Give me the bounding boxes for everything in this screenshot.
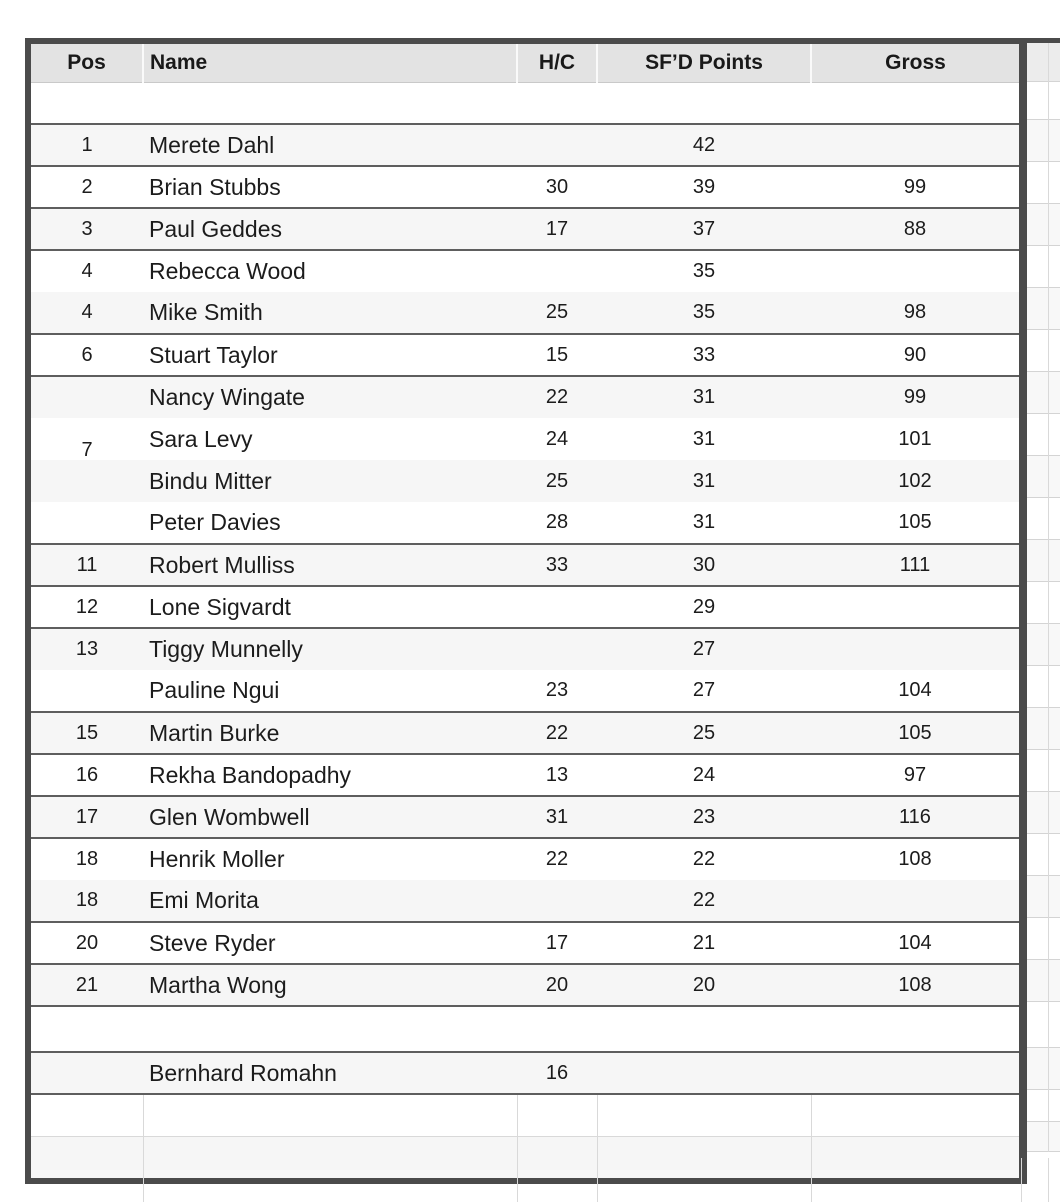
cell-hc[interactable] <box>517 838 597 880</box>
cell-value: 39 <box>692 175 716 198</box>
cell-value: Steve Ryder <box>149 929 276 956</box>
cell-pos[interactable] <box>31 964 143 1006</box>
adjacent-column-cell <box>1027 120 1060 162</box>
cell-hc[interactable] <box>517 544 597 586</box>
cell-value: 18 <box>75 889 99 911</box>
cell-value: 13 <box>545 763 569 786</box>
cell-value: 90 <box>903 343 927 366</box>
cell-value: Mike Smith <box>149 299 263 325</box>
cell-hc[interactable] <box>517 880 597 922</box>
cell-pos[interactable] <box>31 1052 143 1094</box>
cell-value: 15 <box>75 721 99 744</box>
cell-name[interactable] <box>143 838 517 880</box>
cell-name[interactable] <box>143 334 517 376</box>
cell-points[interactable] <box>597 628 811 670</box>
cell-value: 104 <box>898 931 932 954</box>
cell-pos[interactable] <box>31 334 143 376</box>
below-table-gridline <box>597 1158 598 1202</box>
cell-value: Henrik Moller <box>149 846 285 872</box>
cell-gross[interactable] <box>811 964 1019 1006</box>
cell-points[interactable] <box>597 964 811 1006</box>
cell-value: 31 <box>692 469 716 492</box>
cell-value: 17 <box>75 805 99 828</box>
table-row <box>31 250 1019 292</box>
cell-pos[interactable] <box>31 418 143 460</box>
adjacent-column-cell <box>1027 456 1060 498</box>
cell-gross[interactable] <box>811 880 1019 922</box>
cell-gross[interactable] <box>811 796 1019 838</box>
cell-name[interactable] <box>143 418 517 460</box>
cell-name[interactable] <box>143 880 517 922</box>
cell-value: 105 <box>898 511 932 533</box>
cell-value: 37 <box>692 217 716 240</box>
cell-value: 22 <box>692 889 716 911</box>
results-table <box>31 44 1019 1178</box>
cell-value: 22 <box>545 848 569 870</box>
cell-hc[interactable] <box>517 376 597 418</box>
cell-value: Emi Morita <box>149 887 259 913</box>
cell-value: 6 <box>81 343 93 366</box>
cell-name[interactable] <box>143 1052 517 1094</box>
cell-value: 15 <box>545 343 569 366</box>
adjacent-column-cell <box>1027 1122 1060 1152</box>
table-row <box>31 292 1019 334</box>
cell-value: 30 <box>545 175 569 198</box>
cell-value: 33 <box>545 553 569 576</box>
cell-hc[interactable] <box>517 922 597 964</box>
cell-name[interactable] <box>143 166 517 208</box>
cell-value: 99 <box>903 175 927 198</box>
cell-name[interactable] <box>143 82 517 124</box>
cell-pos[interactable] <box>31 712 143 754</box>
cell-gross[interactable] <box>811 628 1019 670</box>
cell-value: 25 <box>545 301 569 323</box>
cell-value: 35 <box>692 260 716 282</box>
cell-name[interactable] <box>143 754 517 796</box>
cell-value: Merete Dahl <box>149 131 275 158</box>
cell-value: 102 <box>898 469 932 492</box>
cell-value: Rekha Bandopadhy <box>149 761 352 788</box>
table-row <box>31 838 1019 880</box>
cell-pos[interactable] <box>31 292 143 334</box>
adjacent-column-cell <box>1027 834 1060 876</box>
cell-value: 20 <box>692 973 716 996</box>
cell-value: Martha Wong <box>149 971 287 998</box>
table-row <box>31 922 1019 964</box>
cell-points[interactable] <box>597 460 811 502</box>
cell-name[interactable] <box>143 250 517 292</box>
cell-points[interactable] <box>597 418 811 460</box>
cell-value: 17 <box>545 931 569 954</box>
cell-points[interactable] <box>597 1094 811 1136</box>
cell-value: 31 <box>692 386 716 408</box>
table-row <box>31 670 1019 712</box>
cell-value: 18 <box>75 848 99 870</box>
adjacent-column-cell <box>1027 1002 1060 1048</box>
table-row <box>31 208 1019 250</box>
cell-hc[interactable] <box>517 670 597 712</box>
empty-row <box>31 1094 1019 1136</box>
spacer-row <box>31 1006 1019 1052</box>
empty-row <box>31 1136 1019 1178</box>
cell-gross[interactable] <box>811 502 1019 544</box>
adjacent-column-cell <box>1027 1090 1060 1122</box>
cell-name[interactable] <box>143 292 517 334</box>
cell-hc[interactable] <box>517 124 597 166</box>
adjacent-column-cell <box>1027 414 1060 456</box>
cell-gross[interactable] <box>811 334 1019 376</box>
cell-points[interactable] <box>597 376 811 418</box>
cell-value: Stuart Taylor <box>149 341 278 368</box>
cell-value: 111 <box>899 553 931 576</box>
cell-value: 98 <box>903 301 927 323</box>
cell-name[interactable] <box>143 460 517 502</box>
cell-value: Tiggy Munnelly <box>149 636 303 662</box>
cell-pos[interactable] <box>31 628 143 670</box>
cell-hc[interactable] <box>517 1136 597 1178</box>
below-table-gridline <box>811 1158 812 1202</box>
cell-value: 20 <box>75 931 99 954</box>
cell-value: 24 <box>692 763 716 786</box>
cell-gross[interactable] <box>811 82 1019 124</box>
adjacent-column-cell <box>1027 330 1060 372</box>
table-body <box>31 82 1019 1178</box>
table-row <box>31 334 1019 376</box>
cell-points[interactable] <box>597 712 811 754</box>
cell-points[interactable] <box>597 1052 811 1094</box>
cell-gross[interactable] <box>811 922 1019 964</box>
table-row <box>31 1052 1019 1094</box>
cell-value: 116 <box>899 805 931 828</box>
spacer-row <box>31 82 1019 124</box>
cell-gross[interactable] <box>811 838 1019 880</box>
cell-value: Robert Mulliss <box>149 551 295 578</box>
cell-points[interactable] <box>597 544 811 586</box>
cell-pos[interactable] <box>31 376 143 418</box>
cell-value: 104 <box>898 679 932 701</box>
cell-gross[interactable] <box>811 1006 1019 1052</box>
cell-hc[interactable] <box>517 628 597 670</box>
cell-value: Lone Sigvardt <box>149 593 291 620</box>
column-header-pos[interactable]: Pos <box>31 44 143 82</box>
cell-value: Pauline Ngui <box>149 677 280 703</box>
header-row <box>31 44 1019 82</box>
cell-pos[interactable] <box>31 754 143 796</box>
below-table-gridline <box>143 1158 144 1202</box>
cell-value: 11 <box>76 553 98 576</box>
cell-points[interactable] <box>597 124 811 166</box>
cell-gross[interactable] <box>811 250 1019 292</box>
cell-gross[interactable] <box>811 1136 1019 1178</box>
adjacent-column-header-cell <box>1027 43 1060 82</box>
cell-pos[interactable] <box>31 796 143 838</box>
cell-value: 25 <box>545 469 569 492</box>
cell-gross[interactable] <box>811 418 1019 460</box>
cell-points[interactable] <box>597 880 811 922</box>
column-header-gross[interactable]: Gross <box>811 44 1019 82</box>
cell-name[interactable] <box>143 922 517 964</box>
cell-name[interactable] <box>143 796 517 838</box>
results-table-frame <box>25 38 1027 1184</box>
cell-pos[interactable] <box>31 208 143 250</box>
cell-value: 4 <box>81 301 93 323</box>
cell-value: 105 <box>898 721 932 744</box>
cell-value: 13 <box>75 638 99 660</box>
cell-value: 31 <box>545 805 569 828</box>
cell-pos[interactable] <box>31 838 143 880</box>
adjacent-column-cell <box>1027 540 1060 582</box>
cell-value: Bindu Mitter <box>149 467 272 494</box>
cell-value: 16 <box>545 1061 569 1084</box>
cell-hc[interactable] <box>517 292 597 334</box>
cell-value: Rebecca Wood <box>149 258 306 284</box>
cell-value: 21 <box>75 973 99 996</box>
adjacent-column-cell <box>1027 372 1060 414</box>
cell-pos[interactable] <box>31 82 143 124</box>
cell-value: 35 <box>692 301 716 323</box>
cell-points[interactable] <box>597 250 811 292</box>
adjacent-column-cell <box>1027 582 1060 624</box>
cell-points[interactable] <box>597 838 811 880</box>
column-header-hc[interactable]: H/C <box>517 44 597 82</box>
cell-points[interactable] <box>597 754 811 796</box>
cell-gross[interactable] <box>811 1052 1019 1094</box>
cell-points[interactable] <box>597 670 811 712</box>
cell-value: Nancy Wingate <box>149 384 305 410</box>
below-table-gridline <box>1048 1158 1049 1202</box>
adjacent-column-cell <box>1027 708 1060 750</box>
adjacent-column-cell <box>1027 792 1060 834</box>
cell-name[interactable] <box>143 964 517 1006</box>
cell-gross[interactable] <box>811 544 1019 586</box>
cell-name[interactable] <box>143 208 517 250</box>
cell-pos[interactable] <box>31 922 143 964</box>
table-row <box>31 796 1019 838</box>
adjacent-column-cell <box>1027 666 1060 708</box>
cell-hc[interactable] <box>517 166 597 208</box>
cell-points[interactable] <box>597 208 811 250</box>
cell-pos[interactable] <box>31 502 143 544</box>
cell-points[interactable] <box>597 922 811 964</box>
cell-value: Peter Davies <box>149 509 281 535</box>
cell-hc[interactable] <box>517 460 597 502</box>
table-row <box>31 166 1019 208</box>
cell-name[interactable] <box>143 376 517 418</box>
adjacent-column-cell <box>1027 624 1060 666</box>
cell-value: 88 <box>903 217 927 240</box>
cell-value: Martin Burke <box>149 719 280 746</box>
cell-points[interactable] <box>597 1006 811 1052</box>
adjacent-column-cell <box>1027 876 1060 918</box>
cell-pos[interactable] <box>31 586 143 628</box>
column-header-points[interactable]: SF’D Points <box>597 44 811 82</box>
cell-pos[interactable] <box>31 250 143 292</box>
cell-pos[interactable] <box>31 1136 143 1178</box>
adjacent-column-strip <box>1027 43 1060 1152</box>
cell-name[interactable] <box>143 628 517 670</box>
cell-points[interactable] <box>597 166 811 208</box>
cell-gross[interactable] <box>811 460 1019 502</box>
cell-name[interactable] <box>143 712 517 754</box>
cell-name[interactable] <box>143 502 517 544</box>
adjacent-column-cell <box>1027 750 1060 792</box>
cell-points[interactable] <box>597 796 811 838</box>
adjacent-column-cell <box>1027 918 1060 960</box>
cell-value: 12 <box>75 595 99 618</box>
adjacent-column-cell <box>1027 960 1060 1002</box>
adjacent-column-cell <box>1027 162 1060 204</box>
table-row <box>31 544 1019 586</box>
cell-value: 22 <box>545 386 569 408</box>
cell-points[interactable] <box>597 292 811 334</box>
below-table-gridline <box>517 1158 518 1202</box>
cell-name[interactable] <box>143 586 517 628</box>
cell-pos[interactable] <box>31 670 143 712</box>
cell-points[interactable] <box>597 1136 811 1178</box>
adjacent-column-gridline <box>1048 43 1049 1152</box>
left-border-stub <box>25 1158 31 1176</box>
adjacent-column-cell <box>1027 204 1060 246</box>
cell-value: 22 <box>692 848 716 870</box>
cell-hc[interactable] <box>517 82 597 124</box>
cell-gross[interactable] <box>811 376 1019 418</box>
cell-value: 28 <box>545 511 569 533</box>
cell-gross[interactable] <box>811 586 1019 628</box>
cell-gross[interactable] <box>811 166 1019 208</box>
cell-gross[interactable] <box>811 208 1019 250</box>
cell-value: 24 <box>545 427 569 450</box>
cell-name[interactable] <box>143 1136 517 1178</box>
cell-pos[interactable] <box>31 1006 143 1052</box>
cell-value: 108 <box>898 973 932 996</box>
cell-value: 23 <box>692 805 716 828</box>
cell-value: 16 <box>75 763 99 786</box>
cell-hc[interactable] <box>517 796 597 838</box>
cell-value: Brian Stubbs <box>149 173 281 200</box>
cell-gross[interactable] <box>811 754 1019 796</box>
cell-pos[interactable] <box>31 460 143 502</box>
adjacent-column-cell <box>1027 82 1060 120</box>
cell-name[interactable] <box>143 1006 517 1052</box>
table-row <box>31 376 1019 418</box>
cell-points[interactable] <box>597 334 811 376</box>
table-row <box>31 964 1019 1006</box>
cell-points[interactable] <box>597 502 811 544</box>
cell-gross[interactable] <box>811 124 1019 166</box>
adjacent-column-cell <box>1027 498 1060 540</box>
cell-hc[interactable] <box>517 502 597 544</box>
adjacent-column-cell <box>1027 1048 1060 1090</box>
table-row <box>31 880 1019 922</box>
cell-value: 2 <box>81 175 93 198</box>
cell-value: 4 <box>81 260 93 282</box>
cell-name[interactable] <box>143 1094 517 1136</box>
cell-hc[interactable] <box>517 964 597 1006</box>
table-header <box>31 44 1019 82</box>
cell-value: 30 <box>692 553 716 576</box>
cell-hc[interactable] <box>517 1052 597 1094</box>
cell-value: 101 <box>898 427 932 450</box>
cell-value: 27 <box>692 679 716 701</box>
cell-value: Paul Geddes <box>149 215 282 242</box>
cell-value: 17 <box>545 217 569 240</box>
cell-value: 21 <box>692 931 716 954</box>
cell-value: 33 <box>692 343 716 366</box>
cell-value: 97 <box>903 763 927 786</box>
table-row <box>31 754 1019 796</box>
below-table-gridline <box>1021 1158 1022 1202</box>
cell-value: 1 <box>81 133 93 156</box>
cell-pos[interactable] <box>31 166 143 208</box>
cell-gross[interactable] <box>811 292 1019 334</box>
cell-value: 23 <box>545 679 569 701</box>
cell-pos[interactable] <box>31 880 143 922</box>
table-row <box>31 712 1019 754</box>
cell-name[interactable] <box>143 544 517 586</box>
cell-value: Sara Levy <box>149 425 253 452</box>
cell-hc[interactable] <box>517 208 597 250</box>
table-row <box>31 418 1019 460</box>
cell-hc[interactable] <box>517 418 597 460</box>
cell-value: 108 <box>898 848 932 870</box>
cell-name[interactable] <box>143 670 517 712</box>
cell-pos[interactable] <box>31 1094 143 1136</box>
cell-hc[interactable] <box>517 754 597 796</box>
cell-hc[interactable] <box>517 1094 597 1136</box>
table-row <box>31 460 1019 502</box>
cell-gross[interactable] <box>811 712 1019 754</box>
cell-points[interactable] <box>597 586 811 628</box>
cell-value: 31 <box>692 427 716 450</box>
cell-hc[interactable] <box>517 712 597 754</box>
cell-value: 27 <box>692 638 716 660</box>
cell-hc[interactable] <box>517 250 597 292</box>
cell-value: 29 <box>692 595 716 618</box>
cell-points[interactable] <box>597 82 811 124</box>
adjacent-column-cell <box>1027 288 1060 330</box>
table-row <box>31 502 1019 544</box>
table-row <box>31 628 1019 670</box>
cell-value: 31 <box>692 511 716 533</box>
cell-value: 22 <box>545 721 569 744</box>
cell-hc[interactable] <box>517 334 597 376</box>
cell-value: 7 <box>81 438 93 461</box>
cell-hc[interactable] <box>517 586 597 628</box>
cell-value: 3 <box>81 217 93 240</box>
cell-gross[interactable] <box>811 670 1019 712</box>
cell-value: 42 <box>692 133 716 156</box>
cell-hc[interactable] <box>517 1006 597 1052</box>
cell-pos[interactable] <box>31 124 143 166</box>
cell-value: 20 <box>545 973 569 996</box>
table-row <box>31 586 1019 628</box>
cell-pos[interactable] <box>31 544 143 586</box>
cell-name[interactable] <box>143 124 517 166</box>
cell-value: 99 <box>903 386 927 408</box>
cell-value: Glen Wombwell <box>149 803 310 830</box>
column-header-name[interactable]: Name <box>143 44 517 82</box>
cell-gross[interactable] <box>811 1094 1019 1136</box>
adjacent-column-cell <box>1027 246 1060 288</box>
table-row <box>31 124 1019 166</box>
cell-value: 25 <box>692 721 716 744</box>
cell-value: Bernhard Romahn <box>149 1059 337 1086</box>
